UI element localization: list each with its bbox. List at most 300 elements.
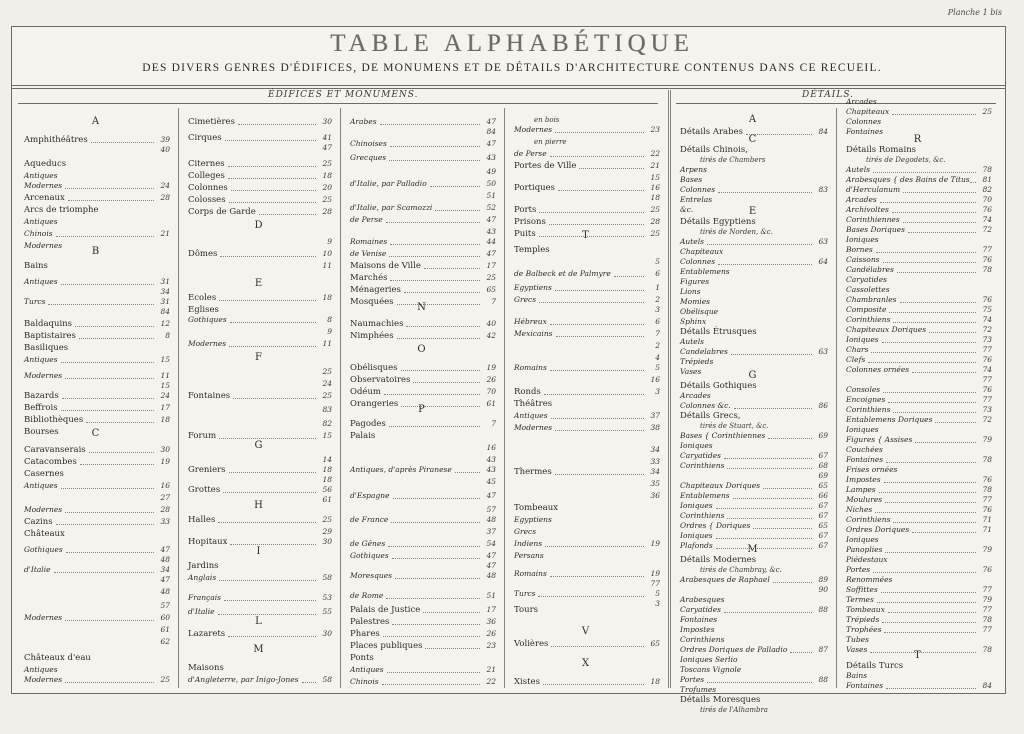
entry-page-number: 49 (486, 167, 496, 176)
index-entry (340, 514, 504, 526)
entry-label: Grecs (514, 527, 537, 536)
dot-leader (716, 538, 812, 539)
entry-label: Palais (350, 431, 376, 441)
dot-leader (549, 224, 644, 225)
section-divider (668, 90, 669, 688)
entry-page-number: 76 (982, 475, 992, 484)
index-entry (504, 124, 668, 136)
entry-label: Modernes (24, 371, 63, 380)
dot-leader (881, 592, 976, 593)
entry-label: Dômes (188, 249, 218, 259)
entry-label: Colonnes ornées (846, 365, 910, 374)
dot-leader (228, 636, 316, 637)
entry-page-number: 77 (982, 605, 992, 614)
entry-page-number: 48 (160, 587, 170, 596)
dot-leader (724, 458, 812, 459)
entry-page-number: 76 (982, 355, 992, 364)
entry-label: Tombeaux (846, 605, 885, 614)
index-entry (14, 600, 178, 612)
entry-label: en bois (534, 116, 560, 124)
entry-page-number: 65 (650, 639, 660, 648)
entry-page-number: 65 (818, 481, 828, 490)
dot-leader (884, 482, 976, 483)
index-entry (178, 404, 340, 416)
entry-label: Modernes (24, 675, 63, 684)
entry-label: Antiques (24, 171, 58, 180)
plate-number: Planche 1 bis (947, 8, 1002, 17)
entry-page-number: 36 (650, 491, 660, 500)
section-title-details: DÉTAILS. (802, 90, 855, 100)
dot-leader (734, 408, 812, 409)
entry-label: Jardins (188, 561, 219, 571)
entry-label: d'Angleterre, par Inigo-Jones (188, 675, 299, 684)
entry-page-number: 75 (982, 305, 992, 314)
entry-label: Xistes (514, 677, 540, 687)
entry-page-number: 69 (818, 431, 828, 440)
entry-label: Orangeries (350, 399, 399, 409)
dot-leader (383, 636, 480, 637)
index-entry (504, 676, 668, 688)
dot-leader (65, 682, 154, 683)
section-letter: T (914, 650, 922, 661)
entry-page-number: 77 (982, 495, 992, 504)
index-entry (14, 180, 178, 192)
entry-label: Autels (680, 237, 704, 246)
entry-page-number: 40 (486, 319, 496, 328)
dot-leader (727, 518, 812, 519)
index-entry (14, 216, 178, 228)
index-entry (178, 390, 340, 402)
entry-label: Baptistaires (24, 331, 76, 341)
entry-label: Corinthiens (846, 315, 891, 324)
entry-label: Bornes (846, 245, 873, 254)
entry-page-number: 70 (982, 195, 992, 204)
entry-label: Halles (188, 515, 216, 525)
index-entry (340, 442, 504, 454)
section-letter: L (255, 616, 263, 627)
entry-page-number: 77 (982, 345, 992, 354)
entry-label: Temples (514, 245, 550, 255)
entry-label: Colonnes (680, 185, 716, 194)
entry-label: Citernes (188, 159, 225, 169)
entry-page-number: 47 (160, 575, 170, 584)
entry-page-number: 71 (982, 515, 992, 524)
entry-page-number: 83 (818, 185, 828, 194)
entry-label: tirés de Degodets, &c. (866, 156, 946, 164)
entry-label: Turcs (514, 589, 536, 598)
dot-leader (886, 688, 976, 689)
index-entry (340, 284, 504, 296)
entry-page-number: 21 (160, 229, 170, 238)
index-entry (178, 206, 340, 218)
dot-leader (218, 522, 316, 523)
entry-label: Corinthiens (846, 405, 891, 414)
dot-leader (883, 262, 976, 263)
entry-label: Détails Étrusques (680, 327, 757, 337)
entry-label: Entablemens (680, 491, 730, 500)
entry-label: Gothiques (350, 551, 389, 560)
entry-label: Ioniques (846, 235, 879, 244)
index-entry (504, 362, 668, 374)
entry-page-number: 47 (486, 117, 496, 126)
section-letter: P (418, 404, 426, 415)
entry-page-number: 3 (655, 599, 660, 608)
entry-page-number: 33 (160, 517, 170, 526)
entry-label: Arpens (680, 165, 707, 174)
entry-page-number: 33 (650, 457, 660, 466)
dot-leader (716, 508, 812, 509)
dot-leader (389, 256, 480, 257)
dot-leader (68, 200, 154, 201)
index-entry (504, 386, 668, 398)
index-entry (504, 244, 668, 256)
index-entry (340, 202, 504, 214)
entry-label: Entrelas (680, 195, 713, 204)
entry-label: Clefs (846, 355, 866, 364)
index-entry (504, 374, 668, 386)
entry-page-number: 41 (322, 133, 332, 142)
index-entry (14, 468, 178, 480)
entry-label: Arcades (846, 97, 877, 106)
entry-page-number: 83 (322, 405, 332, 414)
entry-label: Cassolettes (846, 285, 890, 294)
dot-leader (903, 222, 976, 223)
entry-label: Romains (514, 569, 547, 578)
entry-page-number: 77 (982, 395, 992, 404)
index-entry (14, 636, 178, 648)
dot-leader (555, 132, 644, 133)
entry-label: Hopitaux (188, 537, 228, 547)
entry-page-number: 76 (982, 205, 992, 214)
entry-label: Aqueducs (24, 159, 67, 169)
entry-label: Détails Romains (846, 145, 917, 155)
entry-page-number: 89 (818, 575, 828, 584)
index-entry (178, 628, 340, 640)
entry-label: Fontaines (188, 391, 231, 401)
entry-label: Impostes (680, 625, 715, 634)
index-entry (504, 514, 668, 526)
entry-label: Autels (846, 165, 870, 174)
section-letter: M (747, 544, 759, 555)
section-letter: H (254, 500, 264, 511)
dot-leader (556, 336, 644, 337)
index-entry (504, 398, 668, 410)
dot-leader (393, 498, 480, 499)
dot-leader (223, 492, 316, 493)
entry-page-number: 77 (982, 245, 992, 254)
entry-page-number: 18 (650, 193, 660, 202)
entry-page-number: 28 (650, 217, 660, 226)
index-entry (14, 624, 178, 636)
dot-leader (873, 572, 976, 573)
entry-page-number: 40 (160, 145, 170, 154)
dot-leader (544, 394, 644, 395)
entry-page-number: 65 (486, 285, 496, 294)
entry-label: Grottes (188, 485, 221, 495)
entry-page-number: 28 (160, 193, 170, 202)
entry-label: Ioniques (680, 441, 713, 450)
entry-page-number: 74 (982, 315, 992, 324)
entry-page-number: 47 (486, 561, 496, 570)
entry-label: Arabesques de Raphael (680, 575, 770, 584)
entry-page-number: 3 (655, 305, 660, 314)
dot-leader (424, 268, 480, 269)
dot-leader (231, 190, 316, 191)
dot-leader (873, 172, 976, 173)
index-entry (504, 422, 668, 434)
entry-label: Eglises (188, 305, 219, 315)
header-rule-double (11, 88, 1006, 89)
dot-leader (224, 600, 316, 601)
index-entry (340, 236, 504, 248)
dot-leader (413, 382, 480, 383)
entry-label: Naumachies (350, 319, 404, 329)
section-letter: T (582, 230, 590, 241)
dot-leader (219, 580, 316, 581)
entry-label: Détails Egyptiens (680, 217, 756, 227)
section-letter: C (91, 428, 101, 439)
entry-page-number: 69 (818, 471, 828, 480)
entry-label: Marchés (350, 273, 388, 283)
index-entry (504, 160, 668, 172)
entry-page-number: 5 (655, 257, 660, 266)
entry-label: Baldaquins (24, 319, 73, 329)
entry-label: Lampes (846, 485, 876, 494)
dot-leader (884, 632, 976, 633)
entry-label: Soffittes (846, 585, 878, 594)
entry-label: Antiques (24, 355, 58, 364)
entry-label: Modernes (514, 423, 553, 432)
entry-label: Casernes (24, 469, 64, 479)
index-entry (340, 126, 504, 138)
entry-page-number: 84 (486, 127, 496, 136)
entry-label: Basiliques (24, 343, 69, 353)
entry-label: Ordres Doriques (846, 525, 910, 534)
entry-label: Ioniques (846, 425, 879, 434)
entry-page-number: 25 (486, 273, 496, 282)
index-entry (504, 444, 668, 456)
entry-page-number: 87 (818, 645, 828, 654)
entry-label: Chapiteaux (846, 107, 890, 116)
entry-label: Corinthiens (680, 511, 725, 520)
entry-label: Chars (846, 345, 869, 354)
entry-page-number: 77 (982, 625, 992, 634)
index-entry (504, 304, 668, 316)
entry-label: Arcs de triomphe (24, 205, 99, 215)
entry-page-number: 18 (650, 677, 660, 686)
entry-label: Bases { Corinthiennes (680, 431, 766, 440)
entry-label: Chinoises (350, 139, 387, 148)
index-entry (504, 148, 668, 160)
dot-leader (915, 442, 976, 443)
dot-leader (56, 524, 154, 525)
index-entry (836, 680, 1000, 692)
dot-leader (555, 430, 644, 431)
entry-page-number: 37 (650, 411, 660, 420)
entry-page-number: 78 (982, 265, 992, 274)
entry-page-number: 63 (818, 237, 828, 246)
dot-leader (386, 222, 480, 223)
section-letter: G (748, 370, 758, 381)
entry-page-number: 78 (982, 485, 992, 494)
entry-page-number: 6 (655, 269, 660, 278)
entry-label: Grecques (350, 153, 387, 162)
entry-page-number: 67 (818, 501, 828, 510)
entry-page-number: 55 (322, 607, 332, 616)
entry-page-number: 48 (486, 571, 496, 580)
index-entry (14, 306, 178, 318)
entry-label: Trépieds (846, 615, 880, 624)
entry-page-number: 23 (486, 641, 496, 650)
entry-label: Gothiques (188, 315, 227, 324)
dot-leader (880, 202, 976, 203)
index-column-4 (504, 108, 668, 688)
entry-page-number: 78 (982, 455, 992, 464)
entry-label: Arabes (350, 117, 377, 126)
entry-label: Entablemens Doriques (846, 415, 933, 424)
index-entry (340, 272, 504, 284)
entry-label: Bains (24, 261, 48, 271)
entry-page-number: 15 (650, 173, 660, 182)
entry-label: Chapiteaux Doriques (846, 325, 927, 334)
dot-leader (550, 370, 644, 371)
dot-leader (868, 362, 976, 363)
entry-page-number: 16 (160, 481, 170, 490)
entry-label: Frises ornées (846, 465, 898, 474)
entry-label: Ronds (514, 387, 541, 397)
index-entry (340, 386, 504, 398)
dot-leader (889, 312, 976, 313)
entry-label: Fontaines (680, 615, 718, 624)
dot-leader (882, 622, 976, 623)
entry-label: Portes de Ville (514, 161, 577, 171)
entry-label: Portes (846, 565, 871, 574)
page-subtitle: DES DIVERS GENRES D'ÉDIFICES, DE MONUMENS ET DE DÉTAILS D'ARCHITECTURE CONTENUS DANS CE RECUEIL. (142, 62, 882, 74)
index-entry (14, 390, 178, 402)
entry-page-number: 29 (322, 527, 332, 536)
dot-leader (551, 418, 644, 419)
entry-page-number: 68 (818, 461, 828, 470)
index-entry (670, 704, 836, 716)
entry-label: Egyptiens (514, 515, 552, 524)
index-entry (504, 328, 668, 340)
entry-page-number: 43 (486, 455, 496, 464)
entry-label: Colonnes (680, 257, 716, 266)
dot-leader (388, 546, 480, 547)
entry-page-number: 74 (982, 365, 992, 374)
entry-label: Places publiques (350, 641, 423, 651)
entry-label: Ordres { Doriques (680, 521, 751, 530)
index-entry (340, 476, 504, 488)
index-entry (340, 318, 504, 330)
entry-label: Ports (514, 205, 537, 215)
entry-label: en pierre (534, 138, 567, 146)
entry-label: Modernes (24, 241, 63, 250)
entry-page-number: 25 (650, 229, 660, 238)
entry-label: Détails Moresques (680, 695, 761, 705)
index-entry (178, 514, 340, 526)
entry-page-number: 25 (322, 391, 332, 400)
index-entry (178, 418, 340, 430)
entry-label: Tubes (846, 635, 869, 644)
entry-page-number: 24 (160, 391, 170, 400)
dot-leader (877, 602, 976, 603)
entry-label: Cimetières (188, 117, 235, 127)
section-letter: A (91, 116, 101, 127)
entry-label: Candelabres (680, 347, 728, 356)
dot-leader (228, 178, 316, 179)
entry-page-number: 54 (486, 539, 496, 548)
dot-leader (707, 682, 812, 683)
entry-label: Arcenaux (24, 193, 65, 203)
entry-label: Bases (680, 175, 703, 184)
entry-page-number: 31 (160, 297, 170, 306)
entry-page-number: 79 (982, 595, 992, 604)
dot-leader (392, 624, 480, 625)
entry-label: d'Italie, par Palladio (350, 179, 427, 188)
entry-page-number: 48 (486, 515, 496, 524)
entry-page-number: 47 (486, 249, 496, 258)
entry-label: Ponts (350, 653, 374, 663)
entry-label: Ioniques (846, 335, 879, 344)
section-letter: E (254, 278, 264, 289)
dot-leader (230, 322, 316, 323)
entry-page-number: 28 (160, 505, 170, 514)
entry-label: Corinthiennes (846, 215, 900, 224)
entry-page-number: 70 (486, 387, 496, 396)
entry-label: Lazarets (188, 629, 226, 639)
entry-page-number: 84 (160, 307, 170, 316)
entry-label: Ordres Doriques de Palladio (680, 645, 788, 654)
entry-page-number: 53 (322, 593, 332, 602)
dot-leader (65, 512, 154, 513)
entry-page-number: 25 (650, 205, 660, 214)
entry-page-number: 18 (160, 415, 170, 424)
entry-page-number: 24 (322, 379, 332, 388)
entry-page-number: 51 (486, 591, 496, 600)
dot-leader (908, 232, 976, 233)
dot-leader (912, 532, 976, 533)
dot-leader (61, 410, 154, 411)
entry-label: Colleges (188, 171, 225, 181)
dot-leader (401, 370, 480, 371)
section-letter: A (748, 114, 758, 125)
entry-page-number: 65 (818, 521, 828, 530)
entry-label: Corps de Garde (188, 207, 256, 217)
entry-page-number: 25 (322, 515, 332, 524)
entry-label: Toscans Vignole (680, 665, 742, 674)
entry-page-number: 78 (982, 645, 992, 654)
dot-leader (387, 672, 480, 673)
index-entry (340, 652, 504, 664)
dot-leader (384, 394, 480, 395)
index-entry (178, 338, 340, 350)
entry-page-number: 47 (486, 215, 496, 224)
entry-page-number: 34 (160, 565, 170, 574)
entry-page-number: 7 (491, 419, 496, 428)
index-entry (340, 190, 504, 202)
entry-label: Trofumes (680, 685, 717, 694)
dot-leader (79, 338, 154, 339)
entry-page-number: 72 (982, 325, 992, 334)
entry-label: Ecoles (188, 293, 217, 303)
dot-leader (733, 498, 812, 499)
index-entry (178, 194, 340, 206)
entry-page-number: 22 (486, 677, 496, 686)
entry-page-number: 22 (650, 149, 660, 158)
index-entry (504, 256, 668, 268)
entry-page-number: 72 (982, 415, 992, 424)
